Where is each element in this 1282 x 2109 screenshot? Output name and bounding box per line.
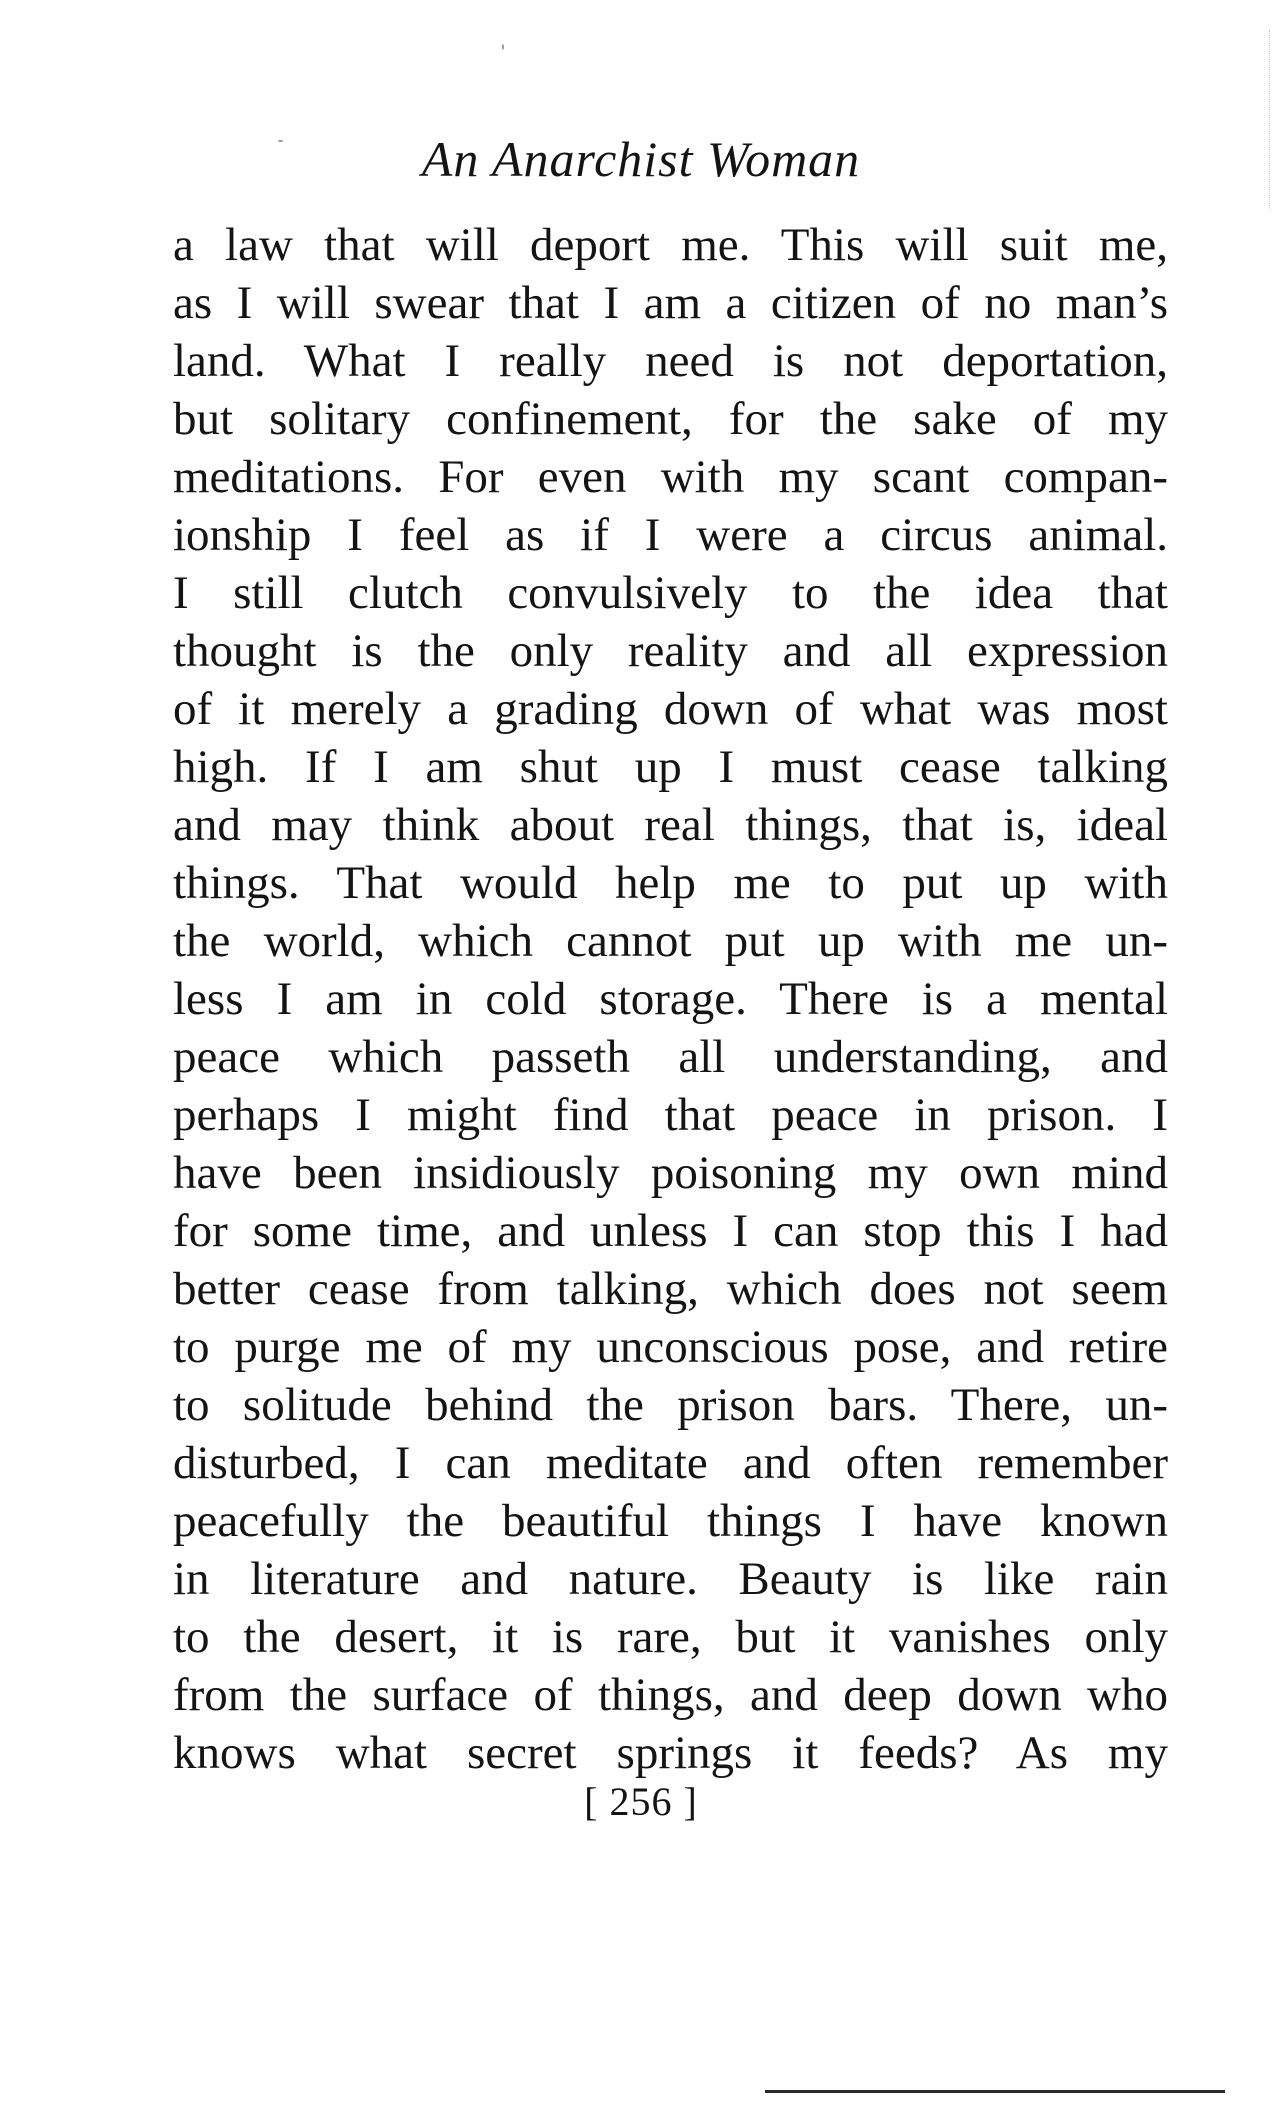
text-line: to purge me of my unconscious pose, and retire — [173, 1321, 1168, 1373]
bottom-rule — [765, 2090, 1225, 2093]
text-line: peacefully the beautiful things I have known — [173, 1495, 1168, 1547]
text-line: the world, which cannot put up with me un- — [173, 915, 1168, 967]
body-text — [173, 216, 1168, 1782]
text-line: less I am in cold storage. There is a mental — [173, 973, 1168, 1025]
text-line: to solitude behind the prison bars. There, un- — [173, 1379, 1168, 1431]
text-line: in literature and nature. Beauty is like rain — [173, 1553, 1168, 1605]
text-line: high. If I am shut up I must cease talking — [173, 741, 1168, 793]
text-line: from the surface of things, and deep down who — [173, 1669, 1168, 1721]
text-line: things. That would help me to put up with — [173, 857, 1168, 909]
text-line: a law that will deport me. This will suit me, — [173, 219, 1168, 271]
page-number: [ 256 ] — [584, 1779, 698, 1824]
text-line: thought is the only reality and all expression — [173, 625, 1168, 677]
text-line: disturbed, I can meditate and often remember — [173, 1437, 1168, 1489]
page-speck — [502, 44, 504, 50]
text-line: for some time, and unless I can stop this I had — [173, 1205, 1168, 1257]
text-line: peace which passeth all understanding, and — [173, 1031, 1168, 1083]
text-line: ionship I feel as if I were a circus animal. — [173, 509, 1168, 561]
text-line: to the desert, it is rare, but it vanishes only — [173, 1611, 1168, 1663]
text-line: better cease from talking, which does not seem — [173, 1263, 1168, 1315]
running-head: An Anarchist Woman — [421, 131, 861, 187]
text-line: and may think about real things, that is, ideal — [173, 799, 1168, 851]
text-line: meditations. For even with my scant compan- — [173, 451, 1168, 503]
text-line: but solitary confinement, for the sake of my — [173, 393, 1168, 445]
text-line: perhaps I might find that peace in prison. I — [173, 1089, 1168, 1141]
text-line: have been insidiously poisoning my own mind — [173, 1147, 1168, 1199]
text-line: knows what secret springs it feeds? As my — [173, 1727, 1168, 1779]
text-line: of it merely a grading down of what was most — [173, 683, 1168, 735]
text-line: as I will swear that I am a citizen of no man’s — [173, 277, 1168, 329]
text-line: I still clutch convulsively to the idea that — [173, 567, 1168, 619]
text-line: land. What I really need is not deportation, — [173, 335, 1168, 387]
